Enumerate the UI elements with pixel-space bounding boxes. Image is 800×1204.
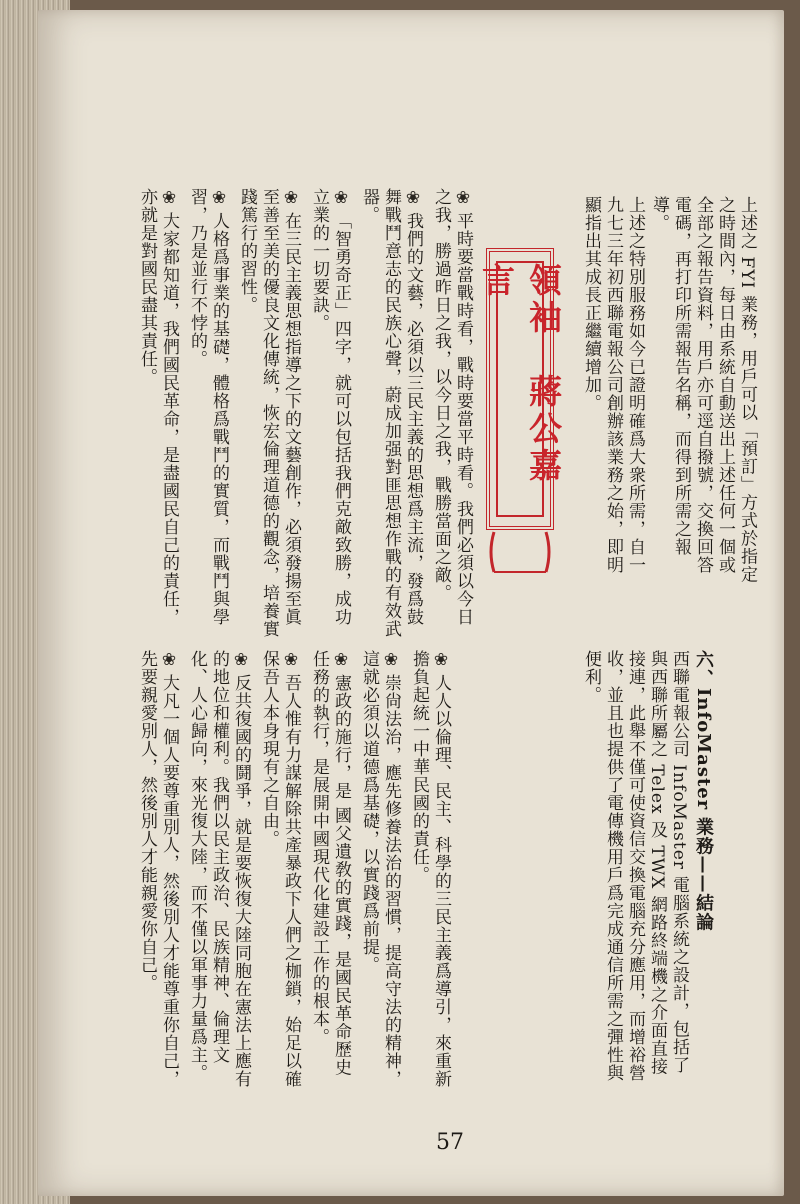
flower-icon: ❀ [159, 188, 179, 209]
flower-icon: ❀ [381, 650, 401, 671]
quote-entry [186, 650, 252, 1090]
upper-right-text [578, 196, 758, 591]
quote-text: 大家都知道，我們國民革命，是盡國民自己的責任，亦就是對國民盡其責任。 [137, 188, 179, 626]
header-title: 領袖 蔣公嘉言 [477, 263, 563, 485]
flower-icon: ❀ [403, 188, 423, 209]
paragraph: 西聯電報公司 InfoMaster 電腦系統之設計，包括了與西聯所屬之 Telex 及 TWX 網路終端機之介面直接接連，此舉不僅可使資信交換電腦充分應用，而增裕營收，並且也提供了電傳機用戶爲完成通信所需之彈性與便利。 [581, 650, 689, 1082]
quote-entry [236, 188, 302, 638]
flower-icon: ❀ [281, 650, 301, 671]
quote-text: 「智勇奇正」四字，就可以包括我們克敵致勝，成功立業的一切要訣。 [309, 188, 351, 626]
quote-text: 大凡一個人要尊重別人，然後別人才能尊重你自己，先要親愛別人，然後別人才能親愛你自己。 [137, 650, 179, 1088]
flower-icon: ❀ [331, 188, 351, 209]
quote-entry [186, 188, 230, 638]
flower-icon: ❀ [281, 188, 301, 209]
page-number: 57 [436, 1130, 464, 1155]
flower-icon: ❀ [431, 650, 451, 671]
quote-entry [408, 650, 452, 1090]
quote-entry [136, 650, 180, 1090]
quote-entry [358, 650, 402, 1090]
quote-text: 崇尙法治，應先修養法治的習慣，提高守法的精神，這就必須以道德爲基礎，以實踐爲前提。 [359, 650, 401, 1088]
quote-text: 反共復國的鬪爭，就是要恢復大陸同胞在憲法上應有的地位和權利。我們以民主政治、民族精神、倫理文化、人心歸向，來光復大陸，而不僅以軍事力量爲主。 [187, 650, 251, 1088]
quote-text: 人人以倫理、民主、科學的三民主義爲導引，來重新擔負起統一中華民國的責任。 [409, 650, 451, 1088]
lower-right-text [578, 650, 714, 1090]
bracket-ornament [486, 530, 554, 574]
flower-icon: ❀ [209, 188, 229, 209]
flower-icon: ❀ [231, 650, 251, 671]
lower-left-quotes [130, 650, 452, 1090]
book-page [38, 10, 784, 1196]
header-box-inner [477, 261, 563, 517]
section-heading: 六、InfoMaster 業務——結論 [693, 650, 714, 932]
quote-text: 在三民主義思想指導之下的文藝創作，必須發揚至眞至善至美的優良文化傳統，恢宏倫理道德的觀念，培養實踐篤行的習性。 [237, 188, 301, 638]
quote-text: 我們的文藝，必須以三民主義的思想爲主流，發爲鼓舞戰鬥意志的民族心聲，蔚成加强對匪思想作戰的有效武器。 [359, 188, 423, 638]
quote-entry [430, 188, 474, 638]
quote-text: 憲政的施行，是 國父遺敎的實踐，是國民革命歷史任務的執行，是展開中國現代化建設工作的根本。 [309, 650, 351, 1077]
flower-icon: ❀ [453, 188, 473, 209]
quote-text: 人格爲事業的基礎，體格爲戰鬥的實質，而戰鬥與學習，乃是並行不悖的。 [187, 188, 229, 626]
quote-entry [136, 188, 180, 638]
quote-text: 吾人惟有力謀解除共產暴政下人們之枷鎖，始足以確保吾人本身現有之自由。 [259, 650, 301, 1088]
flower-icon: ❀ [331, 650, 351, 671]
quote-text: 平時要當戰時看，戰時要當平時看。我們必須以今日之我，勝過昨日之我，以今日之我，戰勝當面之敵。 [431, 188, 473, 626]
paragraph: 上述之 FYI 業務，用戶可以「預訂」方式於指定之時間內，每日由系統自動送出上述任何一個或全部之報告資料，用戶亦可逕自撥號，交換回答電碼，再打印所需報告名稱，而得到所需之報導。 [649, 196, 757, 584]
quote-entry [308, 650, 352, 1090]
quote-entry [258, 650, 302, 1090]
paragraph: 上述之特別服務如今已證明確爲大衆所需，自一九七三年初西聯電報公司創辦該業務之始，即明顯指出其成長正繼續增加。 [581, 196, 645, 574]
header-box [477, 248, 563, 530]
quote-entry [308, 188, 352, 638]
upper-left-quotes [130, 188, 474, 638]
quote-entry [358, 188, 424, 638]
flower-icon: ❀ [159, 650, 179, 671]
